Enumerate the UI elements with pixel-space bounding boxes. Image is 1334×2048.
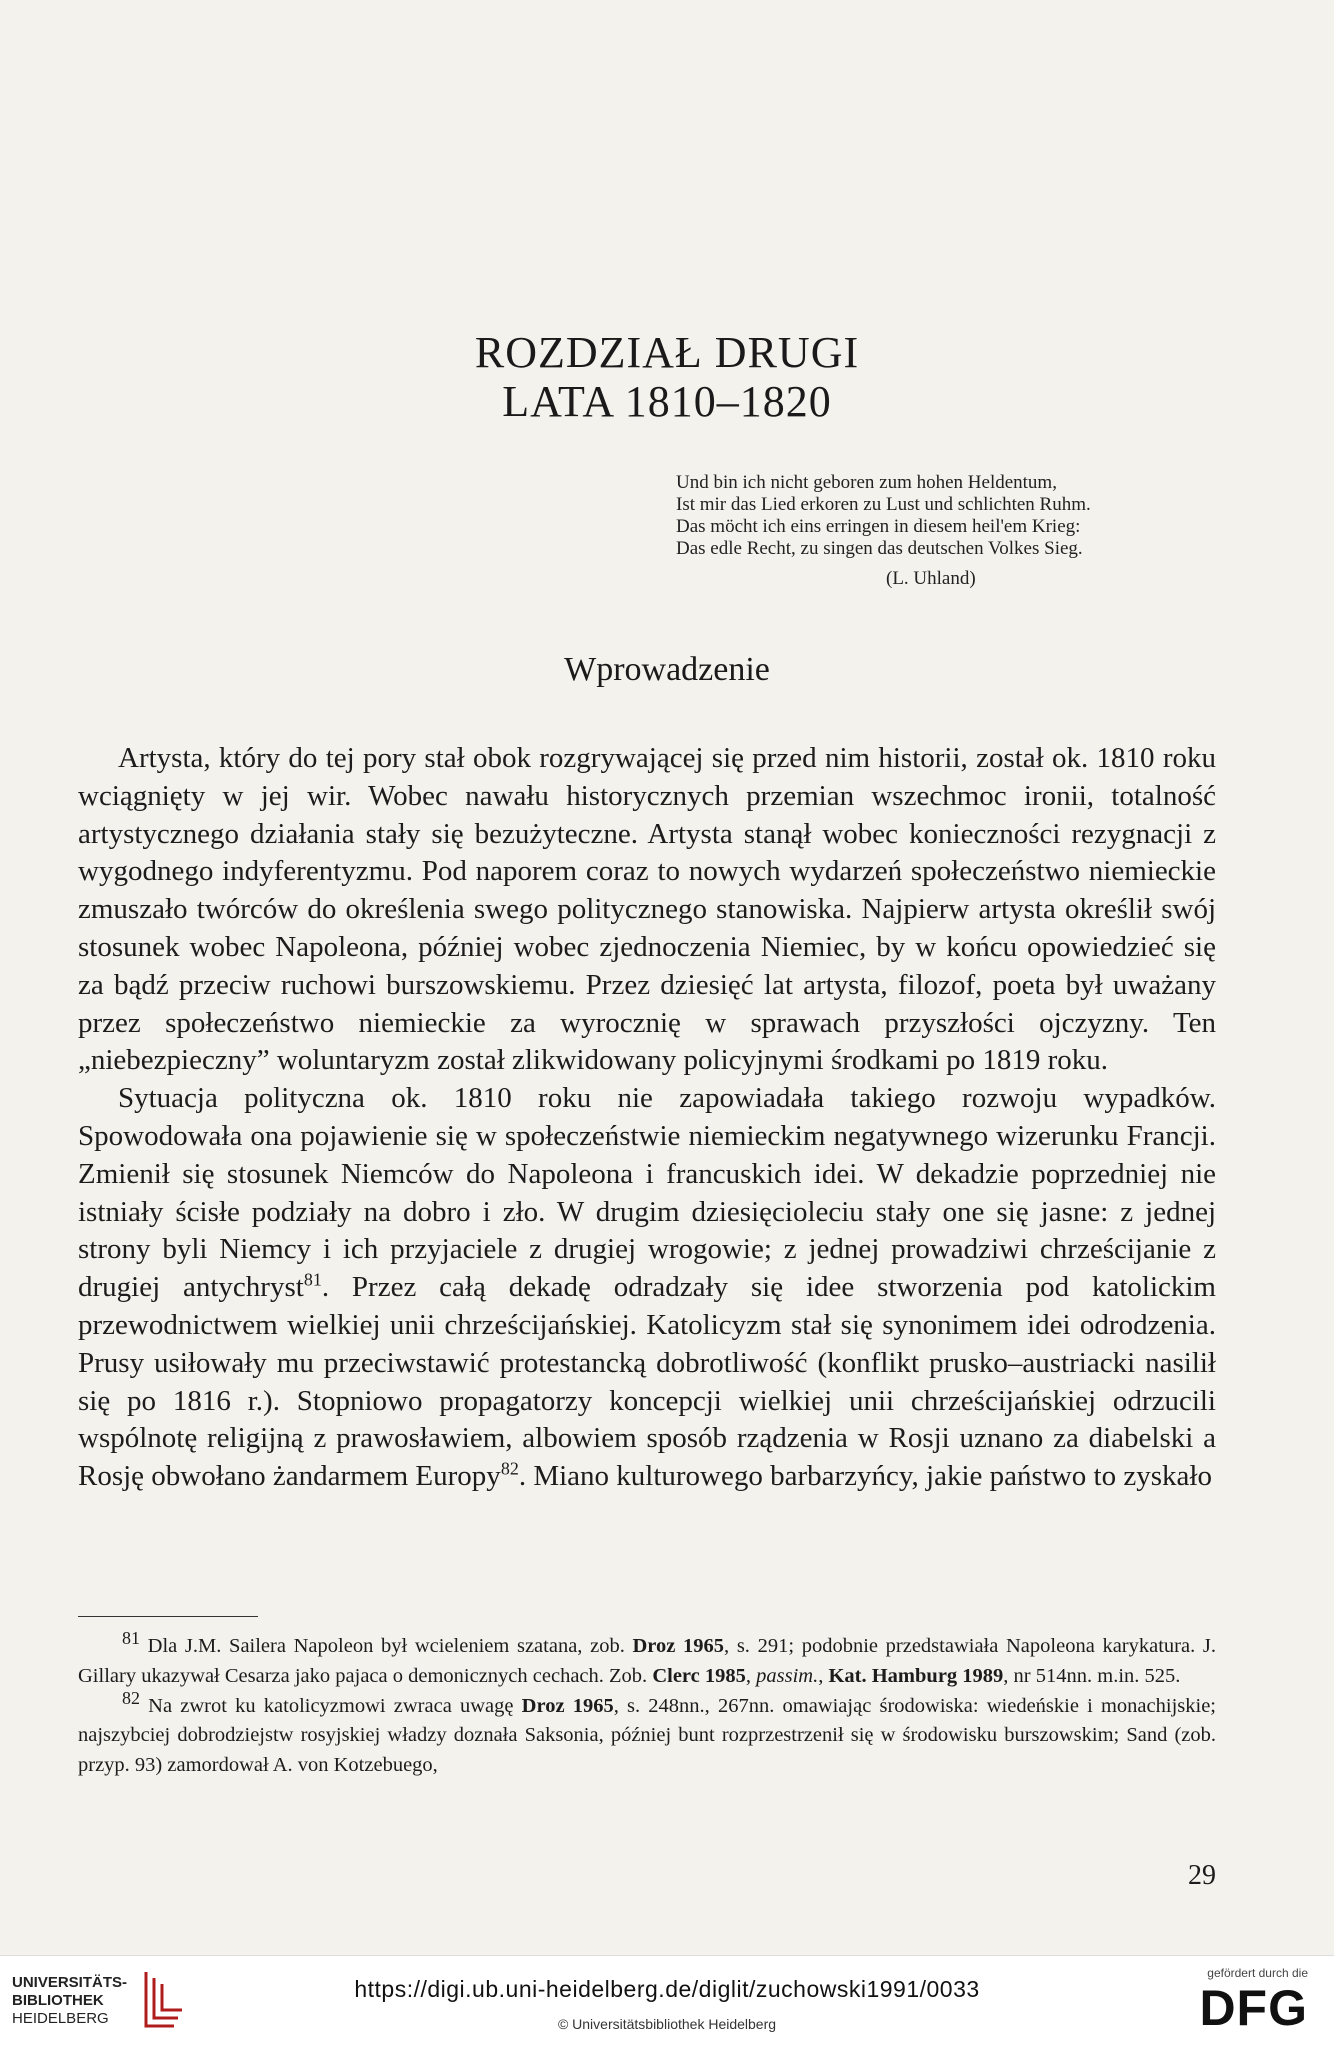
citation: Kat. Hamburg 1989 (828, 1664, 1004, 1687)
chapter-title: ROZDZIAŁ DRUGI (474, 328, 860, 377)
footnote-text: , (818, 1664, 829, 1687)
footnote-82 (78, 1687, 1216, 1781)
citation: Clerc 1985 (652, 1664, 746, 1687)
footnotes (78, 1628, 1216, 1781)
footnote-text: Na zwrot ku katolicyzmowi zwraca uwagę (140, 1694, 522, 1717)
footnote-ref-82: 82 (500, 1458, 519, 1479)
copyright-notice: © Universitätsbibliothek Heidelberg (557, 2016, 777, 2032)
footnote-ref-81: 81 (303, 1269, 322, 1290)
footnote-text: , s. 248nn., 267nn. omawiając środowiska: wiedeńskie i monachijskie; najszybciej dobrodziejstw rosyjskiej władzy doznała Saksonia, później bunt rozprzestrzenił się w środowisku burszowskim; Sand (zob. przyp. 93) zamordował A. von Kotzebuego, (78, 1694, 1216, 1777)
motto-line: Ist mir das Lied erkoren zu Lust und schlichten Ruhm. (676, 494, 1091, 515)
dfg-logo[interactable]: DFG (1199, 1980, 1308, 2036)
footnote-text: , s. 291; podobnie przedstawiała Napoleona karykatura. J. Gillary ukazywał Cesarza jako pajaca o demonicznych cechach. Zob. (78, 1635, 1216, 1687)
footnote-italic: passim. (756, 1664, 819, 1687)
paragraph-2 (78, 1080, 1216, 1496)
footnote-text: Dla J.M. Sailera Napoleon był wcieleniem szatana, zob. (140, 1635, 633, 1657)
library-name-line: UNIVERSITÄTS- (12, 1974, 128, 1991)
footnote-number: 82 (122, 1687, 140, 1708)
footnote-divider (78, 1616, 258, 1617)
motto-line: Das edle Recht, zu singen das deutschen Volkes Sieg. (676, 538, 1083, 559)
viewer-footer (0, 1955, 1334, 2048)
footnote-text: , (745, 1664, 757, 1687)
citation: Droz 1965 (521, 1694, 614, 1717)
footnote-text: , nr 514nn. m.in. 525. (1003, 1664, 1181, 1687)
page-number: 29 (1188, 1860, 1216, 1891)
library-name-line: HEIDELBERG (12, 2010, 109, 2027)
paragraph-2-part: . Miano kulturowego barbarzyńcy, jakie państwo to zyskało (518, 1460, 1212, 1493)
motto (676, 472, 1196, 590)
funding-note: gefördert durch die (1207, 1966, 1308, 1980)
body-text (78, 740, 1216, 1496)
paragraph-2-part: . Przez całą dekadę odradzały się idee stworzenia pod katolickim przewodnictwem wielkiej unii chrześcijańskiej. Katolicyzm stał się synonimem idei odrodzenia. Prusy usiłowały mu przeciwstawić protestancką dobrotliwość (konflikt prusko–austriacki nasilił się po 1816 r.). Stopniowo propagatorzy koncepcji wielkiej unii chrześcijańskiej odrzucili wspólnotę religijną z prawosławiem, albowiem sposób rządzenia w Rosji uznano za diabelski a Rosję obwołano żandarmem Europy (78, 1271, 1216, 1493)
paragraph-2-part: Sytuacja polityczna ok. 1810 roku nie zapowiadała takiego rozwoju wypadków. Spowodowała ona pojawienie się w społeczeństwie niemieckim negatywnego wizerunku Francji. Zmienił się stosunek Niemców do Napoleona i francuskich idei. W dekadzie poprzedniej nie istniały ścisłe podziały na dobro i zło. W drugim dziesięcioleciu stały one się jasne: z jednej strony byli Niemcy i ich przyjaciele z drugiej wrogowie; z jednej prowadziwi chrześcijanie z drugiej antychryst (78, 1082, 1216, 1304)
citation: Droz 1965 (632, 1635, 725, 1657)
motto-line: Und bin ich nicht geboren zum hohen Heldentum, (676, 472, 1057, 493)
library-name-line: BIBLIOTHEK (12, 1992, 104, 2009)
permalink-url[interactable]: https://digi.ub.uni-heidelberg.de/diglit/zuchowski1991/0033 (354, 1976, 980, 2002)
footnote-81 (78, 1628, 1216, 1692)
footnote-number: 81 (122, 1628, 140, 1649)
section-title: Wprowadzenie (564, 651, 770, 688)
chapter-years: LATA 1810–1820 (502, 377, 832, 426)
motto-line: Das möcht ich eins erringen in diesem heil'em Krieg: (676, 516, 1081, 537)
motto-author: (L. Uhland) (886, 568, 976, 589)
paragraph-1: Artysta, który do tej pory stał obok rozgrywającej się przed nim historii, został ok. 1810 roku wciągnięty w jej wir. Wobec nawału historycznych przemian wszechmoc ironii, totalność artystycznego działania stały się bezużyteczne. Artysta stanął wobec konieczności rezygnacji z wygodnego indyferentyzmu. Pod naporem coraz to nowych wydarzeń społeczeństwo niemieckie zmuszało twórców do określenia swego politycznego stanowiska. Najpierw artysta określił swój stosunek wobec Napoleona, później wobec zjednoczenia Niemiec, by w końcu opowiedzieć się za bądź przeciw ruchowi burszowskiemu. Przez dziesięć lat artysta, filozof, poeta był uważany przez społeczeństwo niemieckie za wyrocznię w sprawach przyszłości ojczyzny. Ten „niebezpieczny” woluntaryzm został zlikwidowany policyjnymi środkami po 1819 roku. (78, 742, 1216, 1077)
